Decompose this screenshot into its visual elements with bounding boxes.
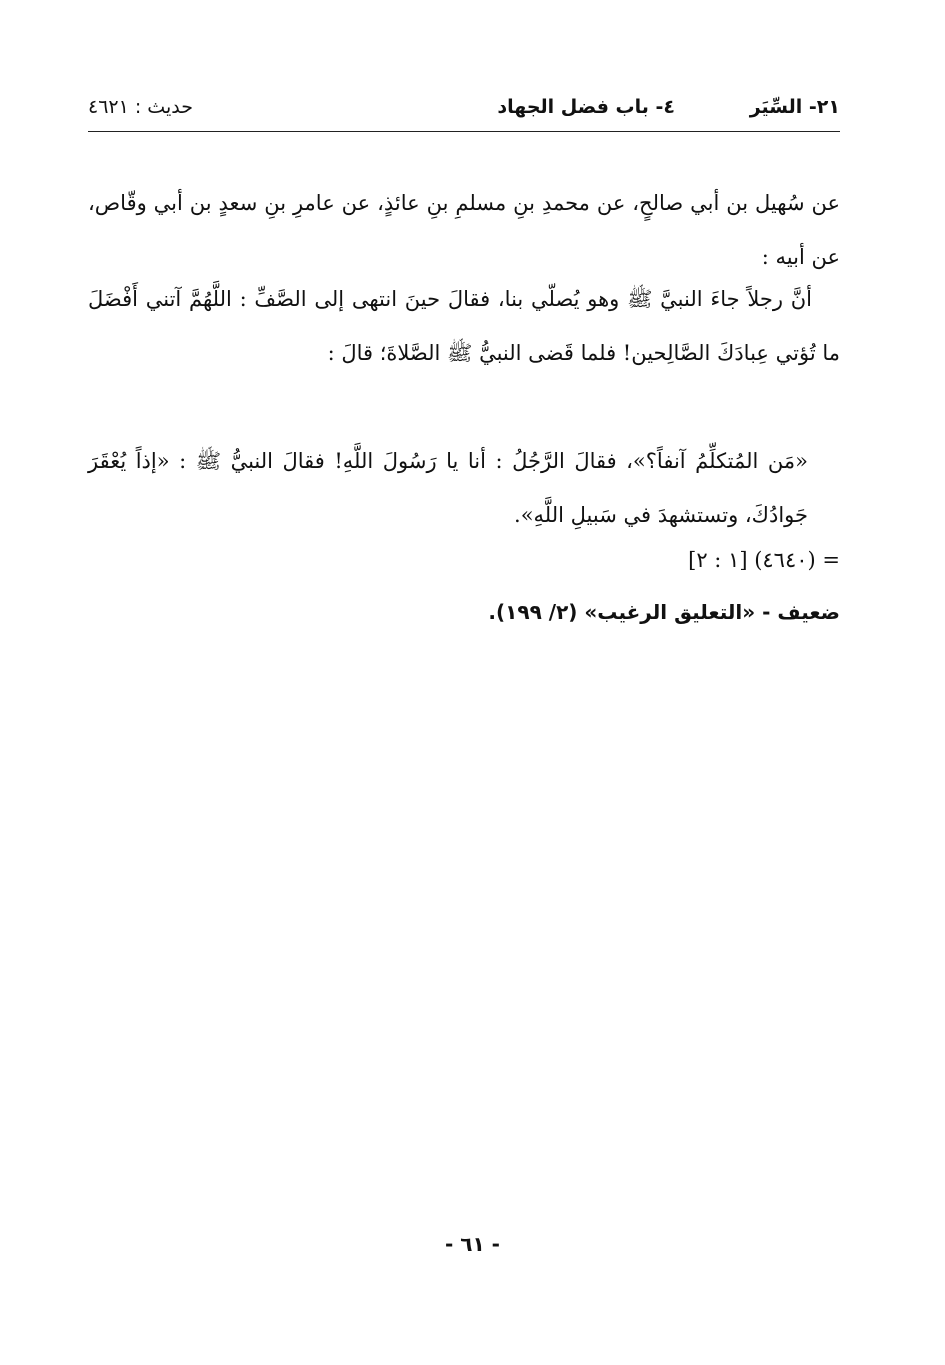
header-divider [88, 131, 840, 132]
grading-note: ضعيف - «التعليق الرغيب» (٢/ ١٩٩). [488, 600, 840, 624]
hadith-number: حديث : ٤٦٢١ [88, 96, 193, 118]
cross-reference: = (٤٦٤٠) [١ : ٢] [688, 548, 840, 572]
isnad-paragraph: عن سُهيل بن أبي صالحٍ، عن محمدِ بنِ مسلمِ بنِ عائذٍ، عن عامرِ بنِ سعدٍ بن أبي وقّاص، عن أبيه : [88, 191, 840, 269]
matn-paragraph: أنَّ رجلاً جاءَ النبيَّ ﷺ وهو يُصلّي بنا، فقالَ حينَ انتهى إلى الصَّفِّ : اللَّهُمَّ آتني أَفْضَلَ ما تُؤتي عِبادَكَ الصَّالِحين! فلما قَضى النبيُّ ﷺ الصَّلاةَ؛ قالَ : [88, 287, 840, 365]
section-title: ٤- باب فضل الجهاد [497, 96, 675, 118]
chapter-title: ٢١- السِّيَر [749, 96, 840, 118]
prophet-quote-paragraph: «مَن المُتكلِّمُ آنفاً؟»، فقالَ الرَّجُلُ : أنا يا رَسُولَ اللَّهِ! فقالَ النبيُّ ﷺ : «إذاً يُعْقَرَ جَوادُكَ، وتستشهدَ في سَبيلِ اللَّهِ». [88, 449, 808, 527]
page-number: - ٦١ - [445, 1232, 500, 1256]
running-header [88, 92, 840, 128]
